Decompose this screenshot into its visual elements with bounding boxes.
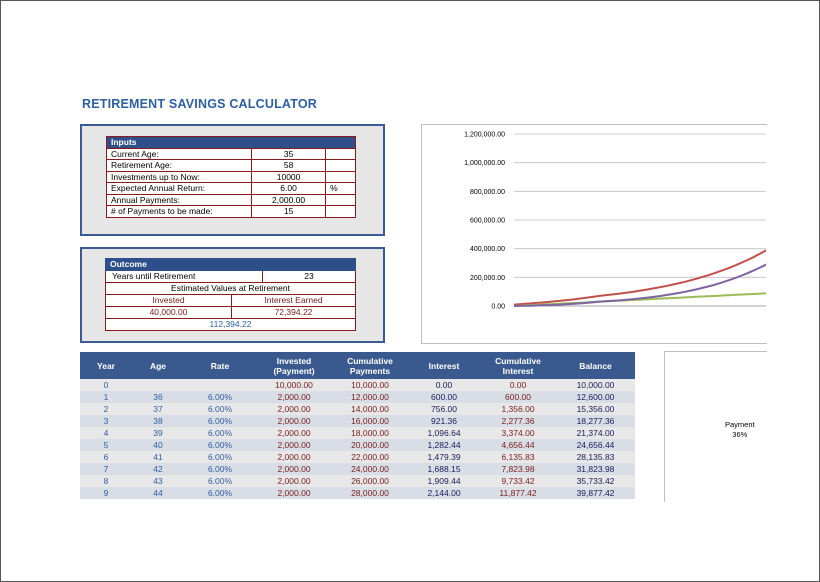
input-unit	[326, 148, 356, 160]
table-cell: 6,135.83	[480, 451, 556, 463]
input-row-current-age	[107, 148, 356, 160]
outcome-table	[105, 258, 356, 331]
table-cell: 10,000.00	[556, 379, 635, 391]
table-cell: 11,877.42	[480, 487, 556, 499]
input-label: Expected Annual Return:	[107, 183, 252, 195]
table-cell: 2,000.00	[256, 475, 332, 487]
annual-payments-field[interactable]: 2,000.00	[252, 194, 326, 206]
table-cell: 24,000.00	[332, 463, 408, 475]
table-cell: 36	[132, 391, 184, 403]
pie-label-percent: 36%	[732, 430, 748, 439]
table-cell: 6.00%	[184, 439, 256, 451]
table-cell: 43	[132, 475, 184, 487]
invested-value: 40,000.00	[106, 307, 232, 318]
y-tick-label: 800,000.00	[469, 188, 505, 196]
table-cell: 600.00	[480, 391, 556, 403]
input-label: Retirement Age:	[107, 160, 252, 172]
y-tick-label: 1,200,000.00	[464, 131, 505, 139]
table-cell: 2,000.00	[256, 487, 332, 499]
input-row-retirement-age	[107, 160, 356, 172]
interest-earned-label: Interest Earned	[264, 295, 323, 305]
schedule-header-row	[80, 352, 635, 379]
input-label: Investments up to Now:	[107, 171, 252, 183]
table-cell: 10,000.00	[256, 379, 332, 391]
input-row-annual-payments	[107, 194, 356, 206]
table-cell: 9,733.42	[480, 475, 556, 487]
line-chart	[421, 124, 766, 342]
table-cell: 5	[80, 439, 132, 451]
inputs-table	[106, 136, 356, 218]
table-cell: 38	[132, 415, 184, 427]
y-tick-label: 600,000.00	[469, 217, 505, 225]
input-label: # of Payments to be made:	[107, 206, 252, 218]
table-cell: 37	[132, 403, 184, 415]
table-cell: 1,909.44	[408, 475, 480, 487]
table-row	[80, 487, 635, 499]
table-cell: 921.36	[408, 415, 480, 427]
table-cell: 1,096.64	[408, 427, 480, 439]
num-payments-field[interactable]: 15	[252, 206, 326, 218]
table-row	[80, 415, 635, 427]
table-cell: 24,656.44	[556, 439, 635, 451]
input-label: Current Age:	[107, 148, 252, 160]
input-row-investments	[107, 171, 356, 183]
table-cell: 28,000.00	[332, 487, 408, 499]
table-cell: 6.00%	[184, 451, 256, 463]
input-unit	[326, 206, 356, 218]
table-cell: 600.00	[408, 391, 480, 403]
table-cell: 18,000.00	[332, 427, 408, 439]
series-line-2	[514, 244, 766, 306]
estimated-row	[105, 283, 356, 295]
table-cell: 0.00	[480, 379, 556, 391]
table-cell: 26,000.00	[332, 475, 408, 487]
table-cell: 2,000.00	[256, 451, 332, 463]
table-cell: 28,135.83	[556, 451, 635, 463]
input-row-annual-return	[107, 183, 356, 195]
table-cell: 21,374.00	[556, 427, 635, 439]
table-cell: 39,877.42	[556, 487, 635, 499]
table-cell: 3,374.00	[480, 427, 556, 439]
table-cell: 2,000.00	[256, 463, 332, 475]
table-row	[80, 463, 635, 475]
table-cell: 3	[80, 415, 132, 427]
col-balance: Balance	[556, 352, 635, 379]
table-cell: 1,282.44	[408, 439, 480, 451]
table-cell: 6	[80, 451, 132, 463]
table-cell: 40	[132, 439, 184, 451]
estimated-label: Estimated Values at Retirement	[171, 283, 290, 293]
table-cell: 2,000.00	[256, 439, 332, 451]
annual-return-field[interactable]: 6.00	[252, 183, 326, 195]
table-cell: 42	[132, 463, 184, 475]
years-label: Years until Retirement	[106, 271, 263, 282]
table-row	[80, 439, 635, 451]
table-cell: 20,000.00	[332, 439, 408, 451]
total-value: 112,394.22	[105, 319, 356, 331]
table-row	[80, 379, 635, 391]
interest-earned-value: 72,394.22	[274, 307, 313, 317]
table-row	[80, 403, 635, 415]
col-interest: Interest	[408, 352, 480, 379]
table-row	[80, 451, 635, 463]
table-row	[80, 475, 635, 487]
table-cell: 6.00%	[184, 427, 256, 439]
col-age: Age	[132, 352, 184, 379]
outcome-header: Outcome	[105, 258, 356, 271]
table-cell: 9	[80, 487, 132, 499]
table-cell: 1,688.15	[408, 463, 480, 475]
table-cell: 6.00%	[184, 475, 256, 487]
table-cell: 18,277.36	[556, 415, 635, 427]
invested-values-row	[105, 307, 356, 319]
table-cell: 7	[80, 463, 132, 475]
table-cell: 1,356.00	[480, 403, 556, 415]
y-tick-label: 200,000.00	[469, 274, 505, 282]
inputs-header: Inputs	[107, 137, 356, 149]
table-cell: 12,600.00	[556, 391, 635, 403]
input-unit	[326, 171, 356, 183]
y-tick-label: 0.00	[491, 303, 505, 311]
table-cell: 44	[132, 487, 184, 499]
table-cell: 4	[80, 427, 132, 439]
table-row	[80, 391, 635, 403]
input-label: Annual Payments:	[107, 194, 252, 206]
input-unit	[326, 194, 356, 206]
col-cumulative-interest: Cumulative Interest	[480, 352, 556, 379]
table-cell: 39	[132, 427, 184, 439]
input-unit	[326, 160, 356, 172]
table-cell: 2,000.00	[256, 427, 332, 439]
table-cell: 0.00	[408, 379, 480, 391]
pie-label	[725, 420, 755, 440]
table-cell: 14,000.00	[332, 403, 408, 415]
table-cell: 41	[132, 451, 184, 463]
table-cell: 6.00%	[184, 415, 256, 427]
table-cell: 2,144.00	[408, 487, 480, 499]
table-cell: 1,479.39	[408, 451, 480, 463]
page-title: RETIREMENT SAVINGS CALCULATOR	[82, 97, 317, 111]
table-cell: 7,823.98	[480, 463, 556, 475]
col-year: Year	[80, 352, 132, 379]
table-cell: 31,823.98	[556, 463, 635, 475]
investments-field[interactable]: 10000	[252, 171, 326, 183]
years-row	[105, 271, 356, 283]
pie-label-name: Payment	[725, 420, 755, 429]
table-cell: 6.00%	[184, 463, 256, 475]
col-rate: Rate	[184, 352, 256, 379]
table-cell	[132, 379, 184, 391]
y-tick-label: 1,000,000.00	[464, 160, 505, 168]
table-cell: 2,000.00	[256, 403, 332, 415]
table-cell: 22,000.00	[332, 451, 408, 463]
table-cell: 756.00	[408, 403, 480, 415]
table-cell: 10,000.00	[332, 379, 408, 391]
table-cell: 35,733.42	[556, 475, 635, 487]
retirement-age-field[interactable]: 58	[252, 160, 326, 172]
table-cell: 16,000.00	[332, 415, 408, 427]
table-cell: 6.00%	[184, 403, 256, 415]
table-cell: 0	[80, 379, 132, 391]
invested-label: Invested	[106, 295, 232, 306]
table-cell: 1	[80, 391, 132, 403]
y-tick-label: 400,000.00	[469, 246, 505, 254]
table-cell: 12,000.00	[332, 391, 408, 403]
table-cell: 15,356.00	[556, 403, 635, 415]
table-cell: 6.00%	[184, 487, 256, 499]
table-cell: 2	[80, 403, 132, 415]
table-cell: 4,656.44	[480, 439, 556, 451]
col-invested: Invested (Payment)	[256, 352, 332, 379]
series-line-0	[514, 228, 766, 304]
col-cumulative-payments: Cumulative Payments	[332, 352, 408, 379]
years-value: 23	[304, 271, 314, 281]
current-age-field[interactable]: 35	[252, 148, 326, 160]
table-cell: 2,277.36	[480, 415, 556, 427]
table-cell: 8	[80, 475, 132, 487]
table-cell: 2,000.00	[256, 415, 332, 427]
table-row	[80, 427, 635, 439]
percent-unit: %	[326, 183, 356, 195]
input-row-num-payments	[107, 206, 356, 218]
table-cell: 2,000.00	[256, 391, 332, 403]
table-cell: 6.00%	[184, 391, 256, 403]
table-cell	[184, 379, 256, 391]
invested-header-row	[105, 295, 356, 307]
schedule-table	[80, 352, 635, 499]
